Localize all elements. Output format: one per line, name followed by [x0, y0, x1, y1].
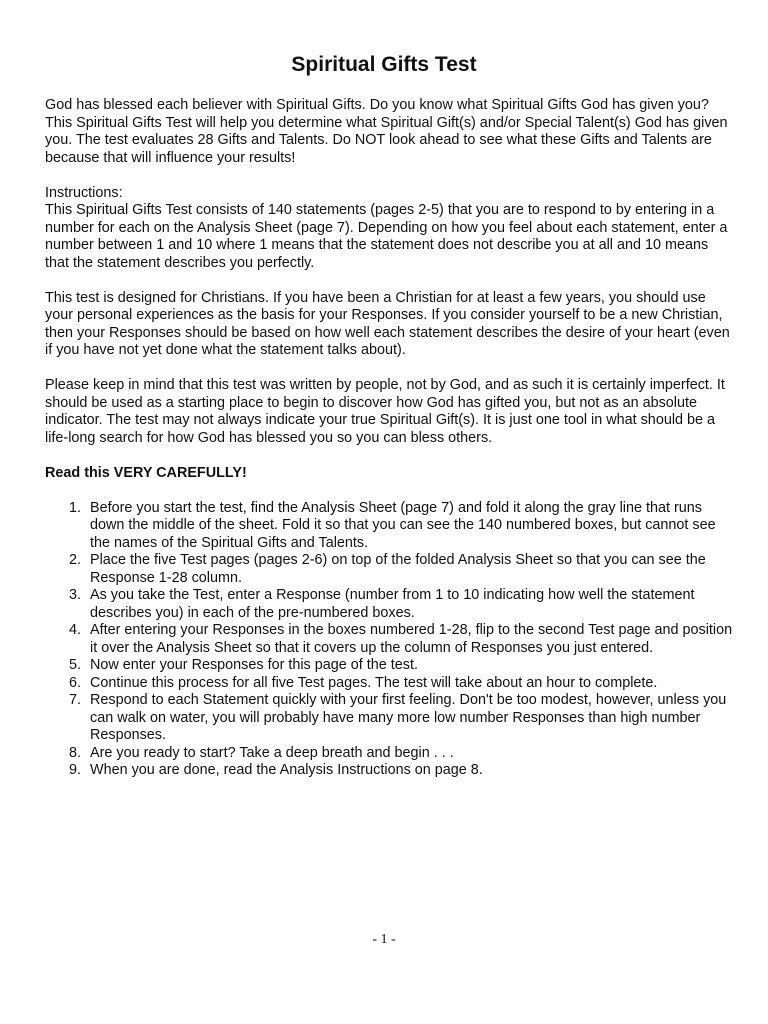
page-title: Spiritual Gifts Test [291, 53, 477, 76]
step-text: Place the five Test pages (pages 2-6) on top of the folded Analysis Sheet so that you can see the Response 1-28 column. [90, 552, 706, 586]
list-item [45, 622, 735, 657]
list-item [45, 500, 735, 553]
list-item [45, 552, 735, 587]
step-text: As you take the Test, enter a Response (number from 1 to 10 indicating how well the statement describes you) in each of the pre-numbered boxes. [90, 587, 695, 621]
step-number: 8. [68, 744, 81, 761]
list-item [45, 745, 735, 763]
step-number: 4. [68, 622, 81, 638]
step-text: Are you ready to start? Take a deep breath and begin . . . [90, 744, 454, 761]
instructions-paragraph: This Spiritual Gifts Test consists of 140 statements (pages 2-5) that you are to respond to by entering in a number for each on the Analysis Sheet (page 7). Depending on how you feel about each statement, enter a number between 1 and 10 where 1 means that the statement does not describe you at all and 10 means that the statement describes you perfectly. [45, 202, 728, 271]
steps-list [45, 500, 735, 780]
step-text: Before you start the test, find the Analysis Sheet (page 7) and fold it along the gray line that runs down the middle of the sheet. Fold it so that you can see the 140 numbered boxes, but cannot see the names of the Spiritual Gifts and Talents. [90, 499, 716, 551]
step-text: After entering your Responses in the boxes numbered 1-28, flip to the second Test page and position it over the Analysis Sheet so that it covers up the column of Responses you just entered. [90, 622, 733, 656]
disclaimer-paragraph: Please keep in mind that this test was written by people, not by God, and as such it is certainly imperfect. It should be used as a starting place to begin to discover how God has gifted you, but not as an absolute indicator. The test may not always indicate your true Spiritual Gift(s). It is just one tool in what should be a life-long search for how God has blessed you so you can bless others. [45, 377, 725, 446]
read-carefully-heading: Read this VERY CAREFULLY! [45, 464, 247, 481]
list-item [45, 657, 735, 675]
step-text: Now enter your Responses for this page of the test. [90, 657, 418, 673]
step-number: 1. [68, 499, 81, 516]
page-number: - 1 - [372, 932, 396, 947]
step-text: Respond to each Statement quickly with your first feeling. Don't be too modest, however, unless you can walk on water, you will probably have many more low number Responses than high number Responses. [90, 692, 727, 743]
list-item [45, 587, 735, 622]
list-item [45, 692, 735, 745]
step-number: 2. [68, 552, 81, 568]
list-item [45, 675, 735, 693]
step-number: 6. [68, 674, 81, 691]
intro-paragraph: God has blessed each believer with Spiritual Gifts. Do you know what Spiritual Gifts God has given you? This Spiritual Gifts Test will help you determine what Spiritual Gift(s) and/or Special Talent(s) God has given you. The test evaluates 28 Gifts and Talents. Do NOT look ahead to see what these Gifts and Talents are because that will influence your results! [45, 97, 728, 166]
instructions-label: Instructions: [45, 184, 123, 201]
step-number: 9. [68, 762, 81, 778]
document-body [45, 97, 735, 780]
step-number: 5. [68, 657, 81, 673]
step-text: When you are done, read the Analysis Instructions on page 8. [90, 762, 483, 778]
step-number: 3. [68, 587, 81, 603]
christians-paragraph: This test is designed for Christians. If you have been a Christian for at least a few years, you should use your personal experiences as the basis for your Responses. If you consider yourself to be a new Christian, then your Responses should be based on how well each statement describes the desire of your heart (even if you have not yet done what the statement talks about). [45, 289, 730, 358]
step-text: Continue this process for all five Test pages. The test will take about an hour to complete. [90, 674, 658, 691]
list-item [45, 762, 735, 780]
step-number: 7. [68, 692, 81, 708]
